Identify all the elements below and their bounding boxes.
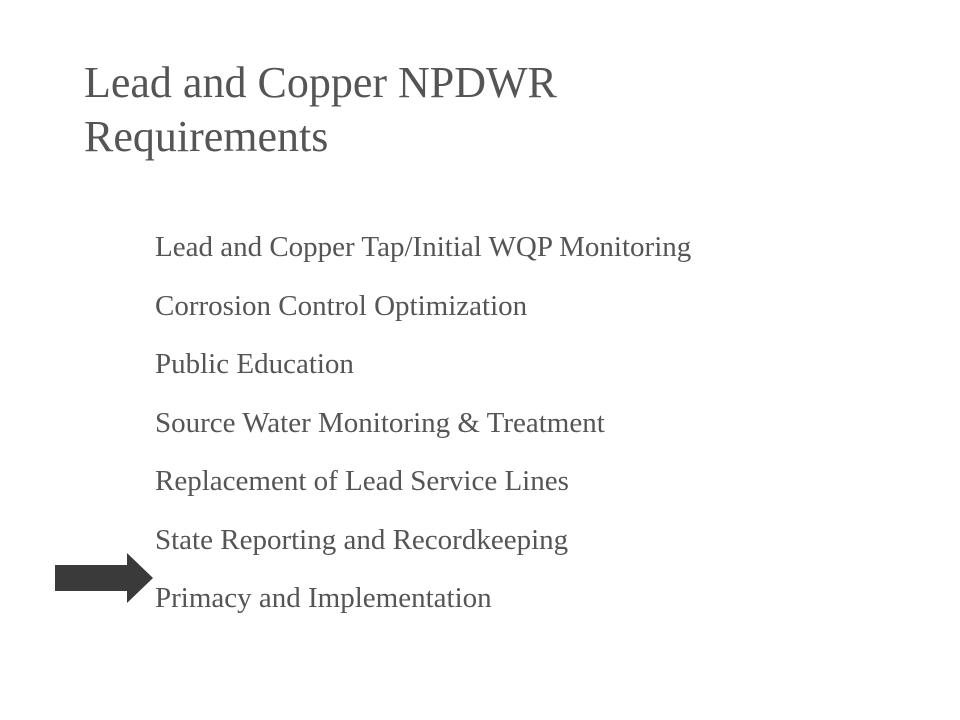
list-item: Lead and Copper Tap/Initial WQP Monitoring (155, 231, 692, 263)
title-line-1: Lead and Copper NPDWR (84, 58, 557, 107)
list-item: Replacement of Lead Service Lines (155, 465, 569, 497)
arrow-shape (55, 553, 153, 603)
list-item: Source Water Monitoring & Treatment (155, 406, 605, 439)
slide-title (84, 56, 864, 164)
title-line-2: Requirements (84, 112, 329, 161)
requirements-list (155, 223, 691, 633)
list-item: State Reporting and Recordkeeping (155, 523, 569, 556)
list-item: Public Education (155, 348, 354, 380)
right-arrow-icon (55, 553, 155, 603)
list-item-highlighted: Primacy and Implementation (155, 582, 492, 614)
list-item: Corrosion Control Optimization (155, 289, 528, 322)
